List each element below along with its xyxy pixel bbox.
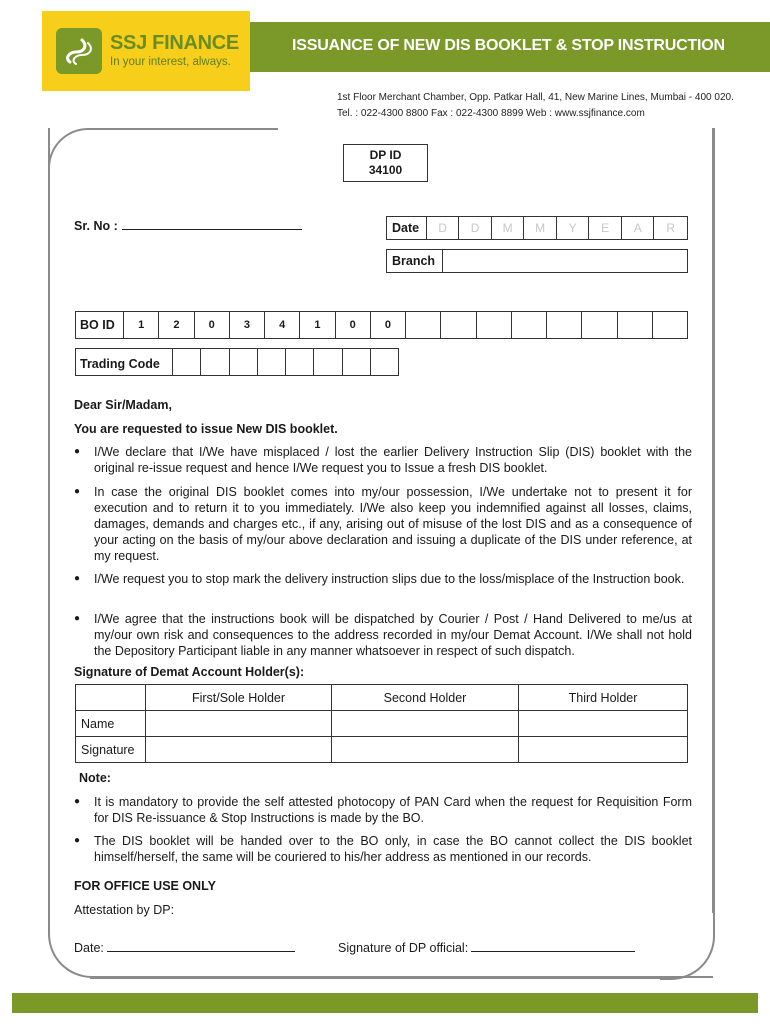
bo-id-digit[interactable] xyxy=(618,312,653,338)
ssj-logo-icon xyxy=(56,28,102,74)
trading-code-cell[interactable] xyxy=(371,349,398,375)
frame-border xyxy=(712,128,715,913)
attestation-label: Attestation by DP: xyxy=(74,903,175,917)
signature-cell[interactable] xyxy=(146,737,332,763)
dp-official-signature xyxy=(338,940,658,956)
bo-id-digit[interactable]: 0 xyxy=(195,312,230,338)
date-cell[interactable]: R xyxy=(666,221,676,235)
bo-id-digit[interactable] xyxy=(406,312,441,338)
note-item: ● The DIS booklet will be handed over to the BO only, in case the BO cannot collect the DIS booklet himself/herself, the same will be couriered to his/her address as mentioned in our records. xyxy=(74,833,692,865)
footer-band xyxy=(12,993,758,1013)
dp-signature-label: Signature of DP official: xyxy=(338,941,469,955)
trading-code-cell[interactable] xyxy=(286,349,314,375)
signature-cell[interactable] xyxy=(332,737,519,763)
brand-tagline: In your interest, always. xyxy=(110,56,231,68)
table-corner xyxy=(76,685,146,711)
signature-cell[interactable] xyxy=(519,737,688,763)
declaration-item: ● I/We request you to stop mark the delivery instruction slips due to the loss/misplace of the Instruction book. xyxy=(74,571,692,587)
bo-id-digit[interactable] xyxy=(547,312,582,338)
date-cell[interactable]: D xyxy=(427,217,460,239)
bo-id-digit[interactable] xyxy=(477,312,512,338)
dp-id-box xyxy=(343,144,428,182)
date-cell[interactable]: D xyxy=(459,217,492,239)
bo-id-digit[interactable] xyxy=(441,312,476,338)
row-label: Signature xyxy=(76,737,146,763)
bo-id-digit[interactable]: 0 xyxy=(371,312,406,338)
branch-field xyxy=(386,249,688,273)
column-header: Third Holder xyxy=(519,685,688,711)
name-cell[interactable] xyxy=(519,711,688,737)
request-line: You are requested to issue New DIS booklet. xyxy=(74,422,338,436)
note-heading: Note: xyxy=(79,771,111,785)
contact-line: Tel. : 022-4300 8800 Fax : 022-4300 8899 Web : www.ssjfinance.com xyxy=(337,108,645,119)
trading-code-cell[interactable] xyxy=(343,349,371,375)
signature-table xyxy=(75,684,688,763)
dp-id-value: 34100 xyxy=(368,163,403,177)
trading-code-cell[interactable] xyxy=(173,349,201,375)
trading-code-cell[interactable] xyxy=(230,349,258,375)
branch-input[interactable] xyxy=(443,250,687,272)
column-header: First/Sole Holder xyxy=(146,685,332,711)
date-cell[interactable]: M xyxy=(492,217,525,239)
declaration-item: ● I/We agree that the instructions book will be dispatched by Courier / Post / Hand Delivered to me/us at my/our own risk and consequences to the address recorded in my/our Demat Account. I/We shall not hold the Depository Participant liable in any manner whatsoever in respect of such dispatch. xyxy=(74,611,692,659)
declaration-item: ● In case the original DIS booklet comes into my/our possession, I/We undertake not to present it for execution and to return it to you immediately. I/We also keep you indemnified against all losses, claims, damages, demands and charges etc., if any, arising out of misuse of the lost DIS and as a consequence of your acting on the basis of my/our above declaration and issuing a duplicate of the DIS under reference, at my request. xyxy=(74,484,692,564)
logo-panel xyxy=(42,11,250,91)
name-cell[interactable] xyxy=(332,711,519,737)
document-title: ISSUANCE OF NEW DIS BOOKLET & STOP INSTRUCTION xyxy=(292,37,725,54)
frame-border xyxy=(90,976,670,979)
company-address xyxy=(337,90,734,122)
office-use-heading: FOR OFFICE USE ONLY xyxy=(74,879,216,893)
bo-id-digit[interactable]: 4 xyxy=(265,312,300,338)
bo-id-digit[interactable]: 2 xyxy=(159,312,194,338)
bo-id-digit[interactable] xyxy=(582,312,617,338)
row-label: Name xyxy=(76,711,146,737)
declaration-item: ● I/We declare that I/We have misplaced / lost the earlier Delivery Instruction Slip (DIS) booklet with the original re-issue request and hence I/We request you to Issue a fresh DIS booklet. xyxy=(74,444,692,476)
trading-code-label: Trading Code xyxy=(76,349,173,375)
sr-no xyxy=(74,218,302,233)
bo-id-digit[interactable] xyxy=(512,312,547,338)
bo-id-label: BO ID xyxy=(76,312,124,338)
date-cell[interactable]: M xyxy=(524,217,557,239)
trading-code-field xyxy=(75,348,399,376)
bo-id-digit[interactable] xyxy=(653,312,687,338)
title-band xyxy=(250,22,770,72)
sr-no-field[interactable] xyxy=(122,218,302,230)
date-cell[interactable]: A xyxy=(622,217,655,239)
address-line: 1st Floor Merchant Chamber, Opp. Patkar Hall, 41, New Marine Lines, Mumbai - 400 020. xyxy=(337,92,734,103)
dp-signature-field[interactable] xyxy=(471,940,635,952)
date-label: Date xyxy=(387,217,427,239)
column-header: Second Holder xyxy=(332,685,519,711)
bo-id-field xyxy=(75,311,688,339)
date-field xyxy=(386,216,688,240)
bo-id-digit[interactable]: 3 xyxy=(230,312,265,338)
office-date-label: Date: xyxy=(74,941,104,955)
date-cell[interactable]: Y xyxy=(557,217,590,239)
sr-no-label: Sr. No : xyxy=(74,219,118,233)
signature-heading: Signature of Demat Account Holder(s): xyxy=(74,665,305,679)
office-date-field[interactable] xyxy=(107,940,295,952)
brand-name: SSJ FINANCE xyxy=(110,32,239,54)
date-cell[interactable]: E xyxy=(589,217,622,239)
note-item: ● It is mandatory to provide the self attested photocopy of PAN Card when the request for Requisition Form for DIS Re-issuance & Stop Instructions is made by the BO. xyxy=(74,794,692,826)
branch-label: Branch xyxy=(387,250,443,272)
bo-id-digit[interactable]: 1 xyxy=(124,312,159,338)
bo-id-digit[interactable]: 1 xyxy=(300,312,335,338)
dp-id-label: DP ID xyxy=(369,148,402,162)
office-date xyxy=(74,940,314,956)
name-cell[interactable] xyxy=(146,711,332,737)
trading-code-cell[interactable] xyxy=(258,349,286,375)
bo-id-digit[interactable]: 0 xyxy=(336,312,371,338)
salutation: Dear Sir/Madam, xyxy=(74,398,172,412)
trading-code-cell[interactable] xyxy=(314,349,342,375)
trading-code-cell[interactable] xyxy=(201,349,229,375)
